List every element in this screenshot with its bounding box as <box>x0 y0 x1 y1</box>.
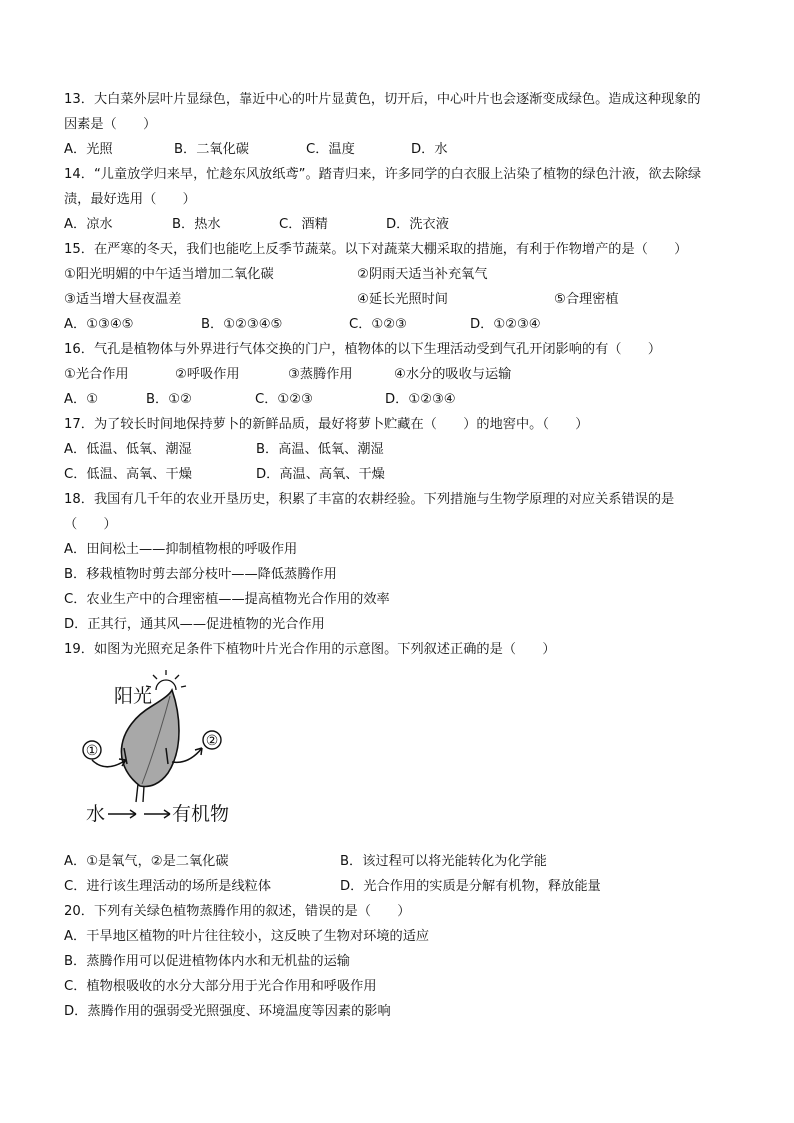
q20-option-b: B．蒸腾作用可以促进植物体内水和无机盐的运输 <box>64 954 350 969</box>
q18-stem-line2: （ ） <box>64 517 117 532</box>
q16-item-2: ②呼吸作用 <box>175 367 240 382</box>
q17-stem: 17．为了较长时间地保持萝卜的新鲜品质，最好将萝卜贮藏在（ ）的地窖中。（ ） <box>64 417 589 432</box>
q13-option-c: C．温度 <box>306 142 355 157</box>
q16-option-d: D．①②③④ <box>385 392 456 407</box>
water-label: 水 <box>86 803 106 825</box>
q14-option-c: C．酒精 <box>279 217 328 232</box>
q20-option-a: A．干旱地区植物的叶片往往较小，这反映了生物对环境的适应 <box>64 929 430 944</box>
q19-option-c: C．进行该生理活动的场所是线粒体 <box>64 879 272 894</box>
q15-item-3: ③适当增大昼夜温差 <box>64 292 182 307</box>
output-number-label: ② <box>205 733 219 749</box>
q17-option-a: A．低温、低氧、潮湿 <box>64 442 192 457</box>
q14-stem-line2: 渍，最好选用（ ） <box>64 192 196 207</box>
q15-option-c: C．①②③ <box>349 317 407 332</box>
q20-option-d: D．蒸腾作用的强弱受光照强度、环境温度等因素的影响 <box>64 1004 391 1019</box>
q15-item-4: ④延长光照时间 <box>357 292 448 307</box>
q19-option-b: B．该过程可以将光能转化为化学能 <box>340 854 547 869</box>
q15-option-d: D．①②③④ <box>470 317 541 332</box>
q16-option-a: A．① <box>64 392 99 407</box>
q20-option-c: C．植物根吸收的水分大部分用于光合作用和呼吸作用 <box>64 979 377 994</box>
q15-option-b: B．①②③④⑤ <box>201 317 283 332</box>
q15-option-a: A．①③④⑤ <box>64 317 134 332</box>
q18-stem-line1: 18．我国有几千年的农业开垦历史，积累了丰富的农耕经验。下列措施与生物学原理的对应关系错误的是 <box>64 492 675 507</box>
q18-option-d: D．正其行，通其风——促进植物的光合作用 <box>64 617 325 632</box>
q19-stem: 19．如图为光照充足条件下植物叶片光合作用的示意图。下列叙述正确的是（ ） <box>64 642 556 657</box>
q20-stem: 20．下列有关绿色植物蒸腾作用的叙述，错误的是（ ） <box>64 904 411 919</box>
q16-item-3: ③蒸腾作用 <box>288 367 353 382</box>
q15-stem: 15．在严寒的冬天，我们也能吃上反季节蔬菜。以下对蔬菜大棚采取的措施，有利于作物增产的是（ ） <box>64 242 688 257</box>
organic-matter-label: 有机物 <box>172 803 230 825</box>
q18-option-b: B．移栽植物时剪去部分枝叶——降低蒸腾作用 <box>64 567 337 582</box>
q19-option-d: D．光合作用的实质是分解有机物，释放能量 <box>340 879 601 894</box>
q17-option-b: B．高温、低氧、潮湿 <box>256 442 384 457</box>
q17-option-c: C．低温、高氧、干燥 <box>64 467 192 482</box>
q16-option-b: B．①② <box>146 392 192 407</box>
q16-item-4: ④水分的吸收与运输 <box>394 367 512 382</box>
q19-option-a: A．①是氧气，②是二氧化碳 <box>64 854 229 869</box>
q14-option-b: B．热水 <box>172 217 221 232</box>
q14-option-a: A．凉水 <box>64 217 113 232</box>
q15-item-1: ①阳光明媚的中午适当增加二氧化碳 <box>64 267 274 282</box>
q15-item-5: ⑤合理密植 <box>554 292 619 307</box>
q18-option-a: A．田间松土——抑制植物根的呼吸作用 <box>64 542 298 557</box>
q13-stem-line1: 13．大白菜外层叶片显绿色，靠近中心的叶片显黄色，切开后，中心叶片也会逐渐变成绿色。造成这种现象的 <box>64 92 701 107</box>
q13-stem-line2: 因素是（ ） <box>64 117 157 132</box>
input-number-label: ① <box>85 743 99 759</box>
q16-item-1: ①光合作用 <box>64 367 129 382</box>
q13-option-b: B．二氧化碳 <box>174 142 249 157</box>
water-to-organic-arrows <box>108 810 170 818</box>
q18-option-c: C．农业生产中的合理密植——提高植物光合作用的效率 <box>64 592 390 607</box>
q13-option-d: D．水 <box>411 142 448 157</box>
q16-stem: 16．气孔是植物体与外界进行气体交换的门户，植物体的以下生理活动受到气孔开闭影响的有（ ） <box>64 342 662 357</box>
q17-option-d: D．高温、高氧、干燥 <box>256 467 385 482</box>
q15-item-2: ②阴雨天适当补充氧气 <box>357 267 488 282</box>
q16-option-c: C．①②③ <box>255 392 313 407</box>
q13-option-a: A．光照 <box>64 142 113 157</box>
q14-option-d: D．洗衣液 <box>386 217 449 232</box>
q14-stem-line1: 14．“儿童放学归来早，忙趁东风放纸鸢”。踏青归来，许多同学的白衣服上沾染了植物的绿色汁液，欲去除绿 <box>64 167 702 182</box>
sunlight-label: 阳光 <box>114 685 153 707</box>
photosynthesis-leaf-diagram <box>80 668 270 838</box>
